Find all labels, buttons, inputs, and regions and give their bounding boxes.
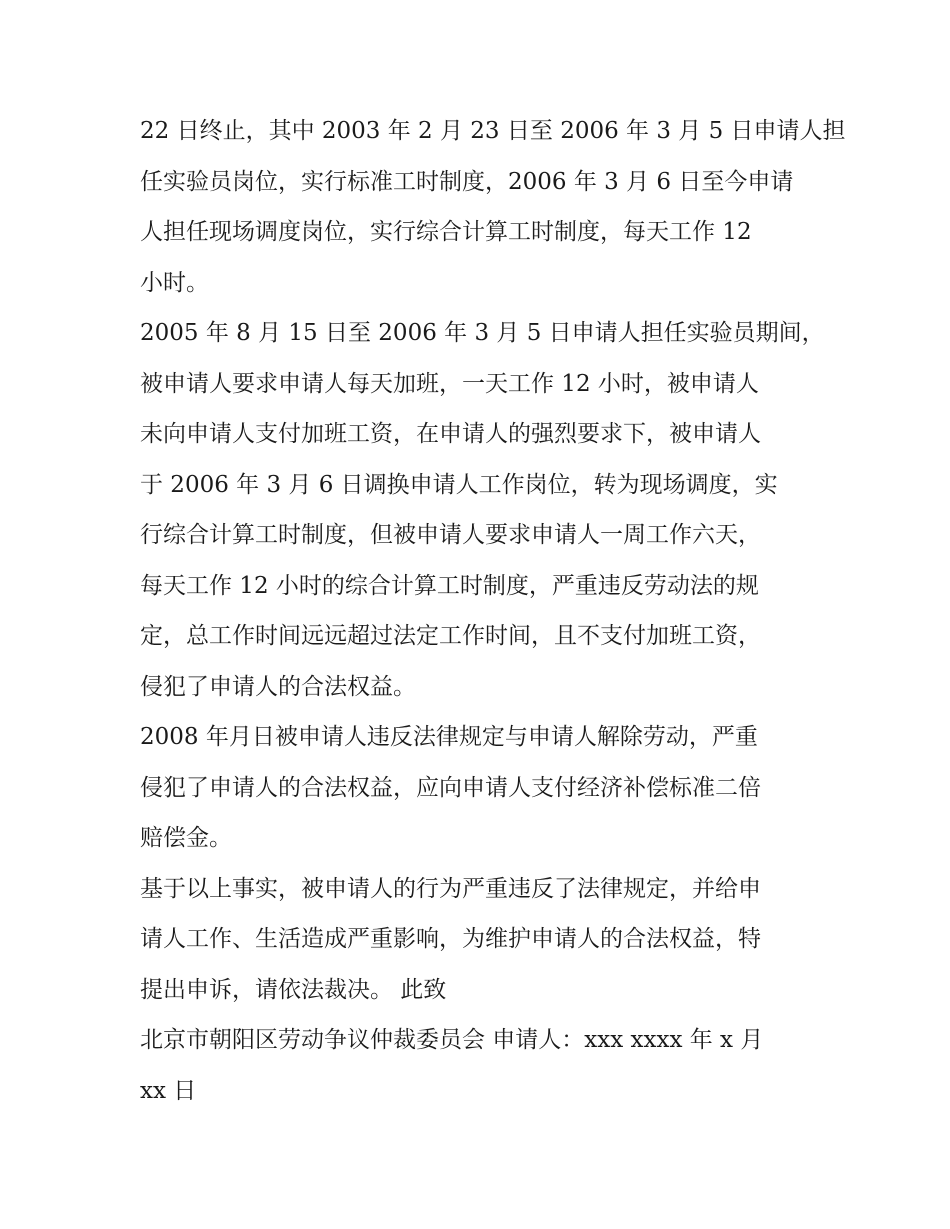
text-line: 于 2006 年 3 月 6 日调换申请人工作岗位，转为现场调度，实 [140, 471, 778, 498]
text-line: 2008 年月日被申请人违反法律规定与申请人解除劳动，严重 [140, 724, 758, 750]
text-line: 侵犯了申请人的合法权益。 [140, 673, 416, 700]
text-line: 每天工作 12 小时的综合计算工时制度，严重违反劳动法的规 [140, 572, 759, 599]
text-line: 提出申诉，请依法裁决。 此致 [140, 976, 447, 1003]
document-body [140, 106, 846, 1116]
text-line: xx 日 [140, 1077, 197, 1104]
text-line: 基于以上事实，被申请人的行为严重违反了法律规定，并给申 [140, 875, 761, 902]
text-line: 被申请人要求申请人每天加班，一天工作 12 小时，被申请人 [140, 370, 759, 397]
text-line: 22 日终止，其中 2003 年 2 月 23 日至 2006 年 3 月 5 日申请人担 [140, 118, 846, 144]
text-line: 北京市朝阳区劳动争议仲裁委员会 申请人：xxx xxxx 年 x 月 [140, 1027, 764, 1053]
text-line: 请人工作、生活造成严重影响，为维护申请人的合法权益，特 [140, 926, 761, 952]
text-line: 2005 年 8 月 15 日至 2006 年 3 月 5 日申请人担任实验员期间， [140, 320, 825, 346]
text-line: 小时。 [140, 269, 209, 296]
text-line: 赔偿金。 [140, 825, 232, 851]
text-line: 任实验员岗位，实行标准工时制度，2006 年 3 月 6 日至今申请 [140, 168, 794, 195]
text-line: 人担任现场调度岗位，实行综合计算工时制度，每天工作 12 [140, 219, 752, 245]
text-line: 行综合计算工时制度，但被申请人要求申请人一周工作六天， [140, 522, 761, 548]
text-line: 未向申请人支付加班工资，在申请人的强烈要求下，被申请人 [140, 421, 761, 447]
text-line: 侵犯了申请人的合法权益，应向申请人支付经济补偿标准二倍 [140, 774, 761, 801]
text-line: 定，总工作时间远远超过法定工作时间，且不支付加班工资， [140, 623, 761, 649]
